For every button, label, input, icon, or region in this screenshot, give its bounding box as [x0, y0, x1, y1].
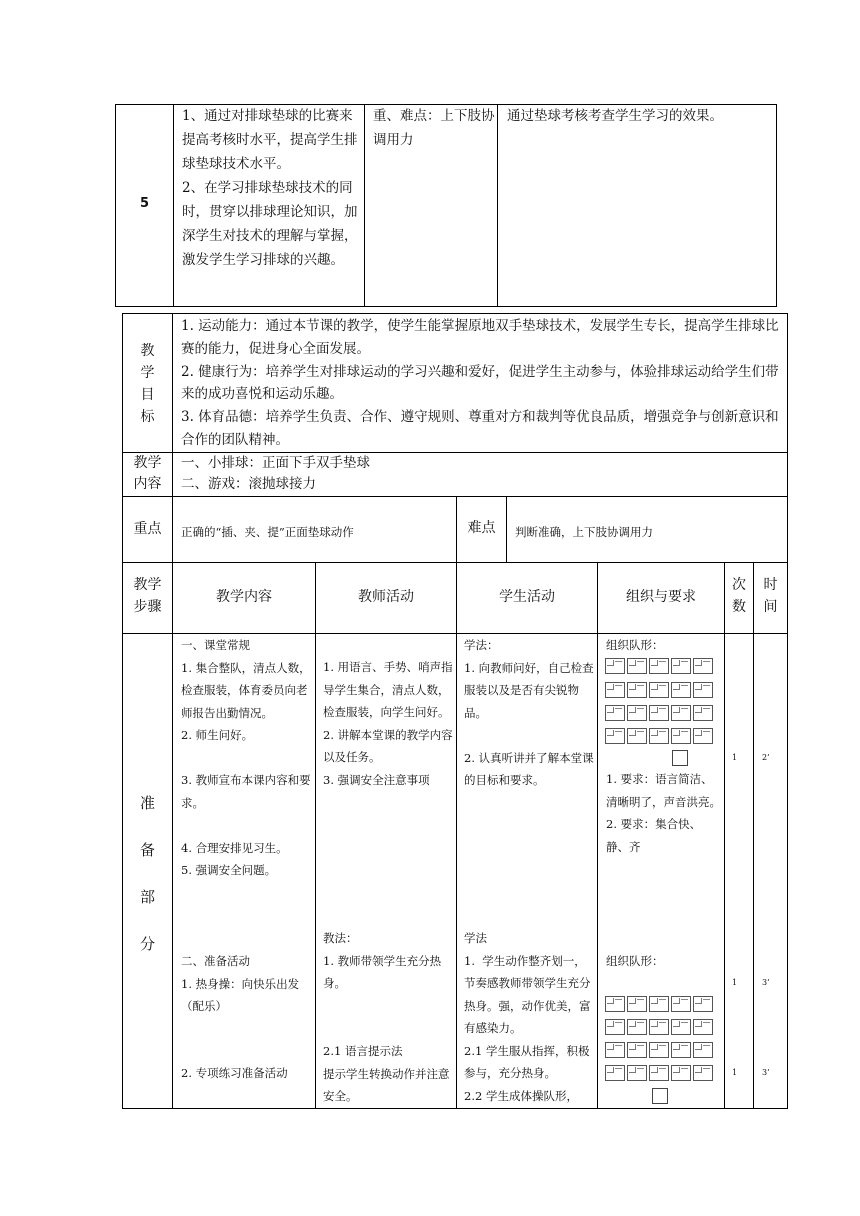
content-special-warmup: 2. 专项练习准备活动	[181, 1066, 288, 1080]
count-2: 1	[732, 978, 738, 987]
org-label-2: 组织队形：	[606, 954, 664, 968]
header-teacher-activity: 教师活动	[358, 589, 414, 605]
count-3: 1	[732, 1068, 738, 1077]
teacher-position-icon-2	[652, 1088, 668, 1104]
assessment-text: 通过垫球考核考查学生学习的效果。	[507, 108, 723, 124]
teacher-position-icon	[672, 750, 688, 766]
header-steps: 教学 步骤	[133, 577, 162, 615]
difficulty-label: 难点	[467, 520, 496, 536]
key-difficult-points: 重、难点：上下肢协调用力	[373, 108, 495, 148]
count-1: 1	[732, 753, 738, 762]
teacher-activity-2: 教法： 1. 教师带领学生充分热身。	[323, 931, 442, 990]
content-label: 教学 内容	[133, 455, 162, 492]
focus-text: 正确的“插、夹、提”正面垫球动作	[181, 525, 354, 539]
org-label-1: 组织队形：	[606, 638, 664, 652]
section-name: 准 备 部 分	[139, 794, 155, 953]
header-duration: 时 间	[763, 577, 778, 615]
time-2: 3’	[762, 978, 770, 987]
content-routine: 一、课堂常规 1. 集合整队，清点人数，检查服装，体育委员向老师报告出勤情况。 2. 师生问好。 3. 教师宣布本课内容和要求。 4. 合理安排见习生。 5. 强调安全问题。	[181, 638, 311, 877]
teacher-activity-1: 1. 用语言、手势、哨声指导学生集合，清点人数，检查服装，向学生问好。 2. 讲解本堂课的教学内容以及任务。 3. 强调安全注意事项	[323, 660, 453, 787]
focus-label: 重点	[133, 521, 162, 537]
row-number: 5	[139, 196, 150, 211]
goals-label: 教 学 目 标	[140, 343, 155, 425]
header-organization: 组织与要求	[626, 589, 696, 605]
organization-requirements: 1. 要求：语言简洁、清晰明了，声音洪亮。 2. 要求：集合快、静、齐	[606, 772, 721, 854]
header-teach-content: 教学内容	[216, 589, 272, 605]
objectives-text: 1、通过对排球垫球的比赛来提高考核时水平，提高学生排球垫球技术水平。 2、在学习排球垫球技术的同时，贯穿以排球理论知识，加深学生对技术的理解与掌握，激发学生学习排球的兴趣。	[182, 108, 358, 268]
content-warmup: 二、准备活动 1. 热身操：向快乐出发（配乐）	[181, 954, 300, 1013]
header-times: 次 数	[732, 577, 746, 615]
time-3: 3’	[762, 1068, 770, 1077]
goals-text: 1. 运动能力：通过本节课的教学，使学生能掌握原地双手垫球技术，发展学生专长，提高学生排球比赛的能力，促进身心全面发展。 2. 健康行为：培养学生对排球运动的学习兴趣和爱好，促进学生主动参与，体验排球运动给学生们带来的成功喜悦和运动乐趣。 3. 体育品德：培养学生负责、合作、遵守规则、尊重对方和裁判等优良品质，增强竞争与创新意识和合作的团队精神。	[181, 318, 779, 448]
content-text: 一、小排球：正面下手双手垫球 二、游戏：滚抛球接力	[181, 455, 370, 492]
student-activity-2: 学法 1. 学生动作整齐划一，节奏感教师带领学生充分热身。强，动作优美，富有感染力。 2.1 学生服从指挥，积极参与，充分热身。 2.2 学生成体操队形，	[464, 931, 591, 1103]
student-activity-1: 学法： 1. 向教师问好，自己检查服装以及是否有尖锐物品。 2. 认真听讲并了解本堂课的目标和要求。	[464, 638, 594, 787]
time-1: 2’	[762, 753, 770, 762]
difficulty-text: 判断准确，上下肢协调用力	[515, 525, 653, 539]
teacher-activity-3: 2.1 语言提示法 提示学生转换动作并注意安全。	[323, 1044, 450, 1103]
header-student-activity: 学生活动	[499, 589, 555, 605]
